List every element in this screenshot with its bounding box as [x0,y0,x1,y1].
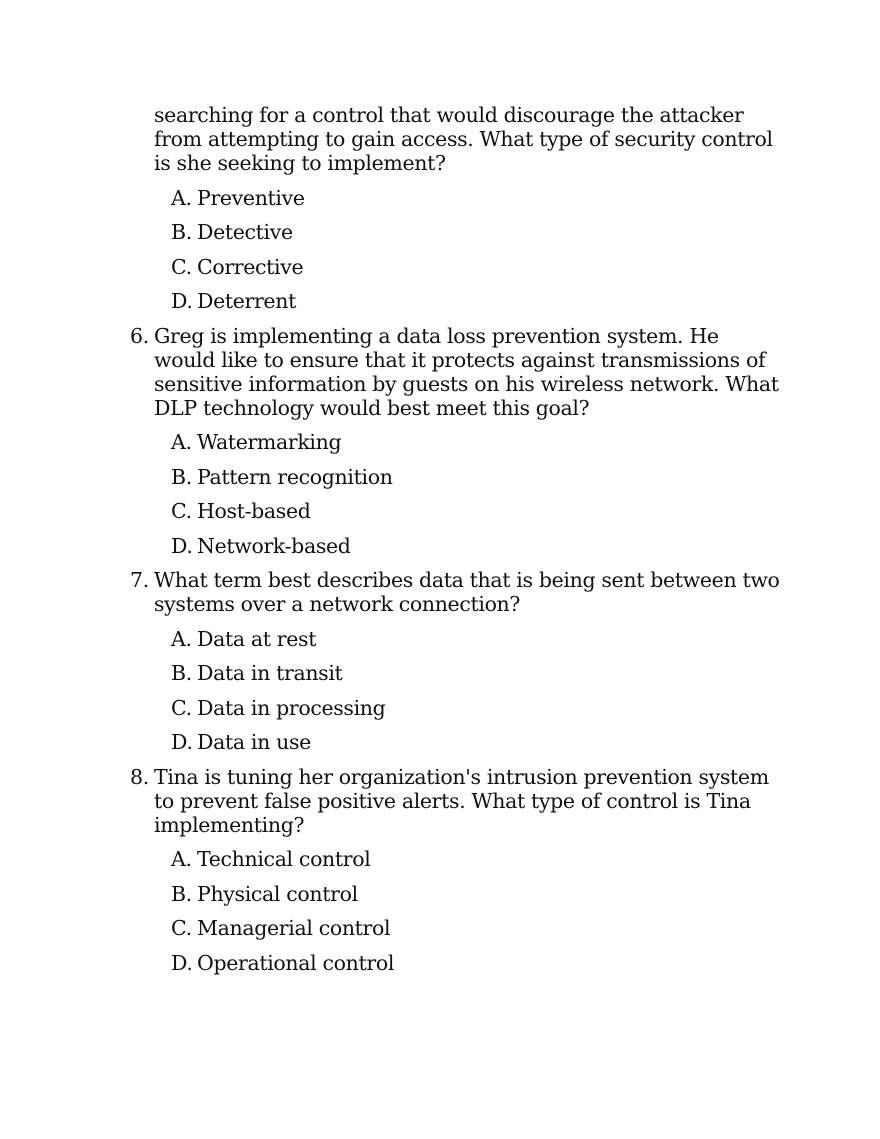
answer-option [130,730,780,754]
answer-option [130,465,780,489]
answer-option [130,951,780,975]
answer-option [130,430,780,454]
option-letter: B. [171,881,192,906]
option-text: Preventive [197,185,305,210]
question-stem-text: What term best describes data that is being sent between two systems over a network connection? [154,568,780,616]
answer-option [130,499,780,523]
option-letter: B. [171,464,192,489]
option-text: Data in transit [197,661,343,685]
option-text: Data in use [197,730,311,754]
question-stem-text: Tina is tuning her organization's intrusion prevention system to prevent false positive alerts. What type of control is Tina implementing? [154,764,769,837]
question-number: 6. [130,323,149,348]
question-5-continued [130,103,780,313]
option-text: Managerial control [197,916,391,940]
question-number: 7. [130,568,149,592]
answer-option [130,696,780,720]
option-letter: A. [171,185,192,210]
option-text: Operational control [197,950,395,975]
option-text: Pattern recognition [197,464,393,489]
question-stem-text: searching for a control that would discourage the attacker from attempting to gain access. What type of security control is she seeking to implement? [154,103,773,175]
option-text: Deterrent [197,289,296,313]
answer-option [130,882,780,906]
option-letter: D. [171,950,193,975]
answer-options [130,186,780,314]
option-letter: A. [171,847,192,871]
question-6 [130,324,780,558]
answer-options [130,627,780,755]
answer-option [130,186,780,210]
question-stem [130,103,780,175]
question-stem [130,765,780,837]
option-letter: D. [171,289,193,313]
answer-options [130,430,780,558]
answer-option [130,627,780,651]
option-letter: B. [171,661,192,685]
question-stem-text: Greg is implementing a data loss prevention system. He would like to ensure that it protects against transmissions of sensitive information by guests on his wireless network. What DLP technology would best meet this goal? [154,323,779,420]
answer-option [130,847,780,871]
option-letter: A. [171,626,192,651]
option-text: Data at rest [197,626,317,651]
option-letter: C. [171,695,192,720]
option-letter: C. [171,254,192,279]
option-text: Data in processing [197,695,386,720]
option-text: Physical control [197,881,358,906]
option-text: Host-based [197,499,311,523]
answer-option [130,661,780,685]
option-text: Watermarking [197,430,342,454]
question-stem [130,568,780,616]
answer-options [130,847,780,975]
option-text: Technical control [197,847,371,871]
option-text: Corrective [197,254,304,279]
option-letter: D. [171,730,193,754]
option-letter: C. [171,499,192,523]
question-8 [130,765,780,975]
answer-option [130,289,780,313]
option-letter: C. [171,916,192,940]
option-text: Detective [197,220,293,244]
option-letter: B. [171,220,192,244]
answer-option [130,534,780,558]
question-number: 8. [130,764,149,789]
question-list [130,103,780,975]
answer-option [130,220,780,244]
option-text: Network-based [197,533,351,558]
option-letter: A. [171,430,192,454]
answer-option [130,916,780,940]
option-letter: D. [171,533,193,558]
question-7 [130,568,780,754]
question-stem [130,324,780,420]
answer-option [130,255,780,279]
